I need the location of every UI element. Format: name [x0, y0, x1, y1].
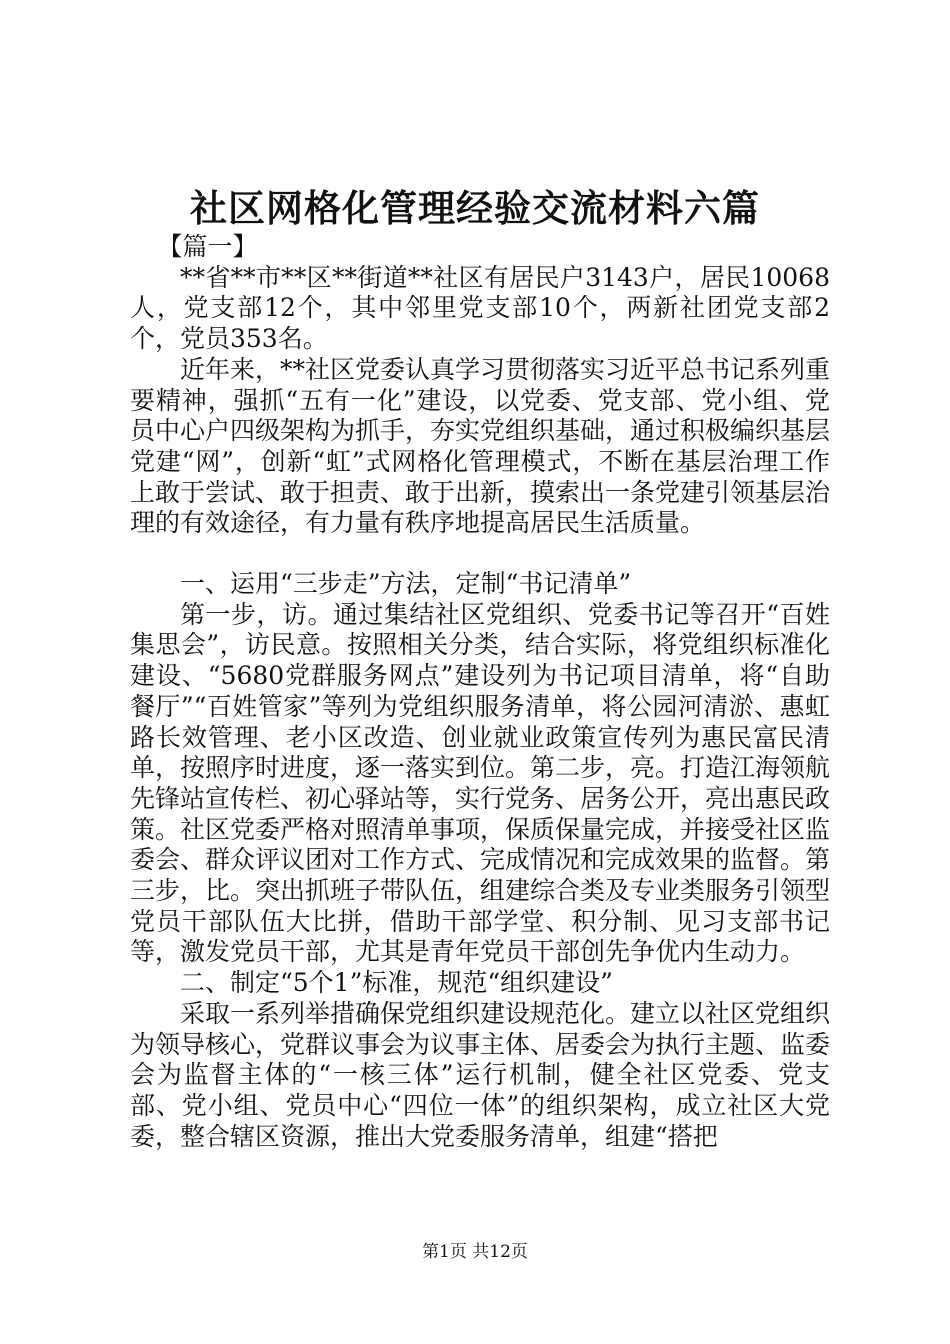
paragraph-intro: **省**市**区**街道**社区有居民户3143户，居民10068人，党支部12个，其中邻里党支部10个，两新社团党支部2个，党员353名。 — [130, 262, 830, 354]
section-label: 【篇一】 — [157, 232, 258, 261]
heading-section-two: 二、制定“5个1”标准，规范“组织建设” — [180, 968, 613, 998]
document-body — [130, 232, 830, 1152]
document-title: 社区网格化管理经验交流材料六篇 — [190, 186, 760, 230]
paragraph-three-steps: 第一步，访。通过集结社区党组织、党委书记等召开“百姓集思会”，访民意。按照相关分类，结合实际，将党组织标准化建设、“5680党群服务网点”建设列为书记项目清单，将“自助餐厅”“百姓管家”等列为党组织服务清单，将公园河清淤、惠虹路长效管理、老小区改造、创业就业政策宣传列为惠民富民清单，按照序时进度，逐一落实到位。第二步，亮。打造江海领航先锋站宣传栏、初心驿站等，实行党务、居务公开，亮出惠民政策。社区党委严格对照清单事项，保质保量完成，并接受社区监委会、群众评议团对工作方式、完成情况和完成效果的监督。第三步，比。突出抓班子带队伍，组建综合类及专业类服务引领型党员干部队伍大比拼，借助干部学堂、积分制、见习支部书记等，激发党员干部，尤其是青年党员干部创先争优内生动力。 — [130, 599, 831, 967]
paragraph-organization: 采取一系列举措确保党组织建设规范化。建立以社区党组织为领导核心，党群议事会为议事主体、居委会为执行主题、监委会为监督主体的“一核三体”运行机制，健全社区党委、党支部、党小组、党员中心“四位一体”的组织架构，成立社区大党委，整合辖区资源，推出大党委服务清单，组建“搭把 — [130, 998, 831, 1151]
paragraph-overview: 近年来，**社区党委认真学习贯彻落实习近平总书记系列重要精神，强抓“五有一化”建设，以党委、党支部、党小组、党员中心户四级架构为抓手，夯实党组织基础，通过积极编织基层党建“网”，创新“虹”式网格化管理模式，不断在基层治理工作上敢于尝试、敢于担责、敢于出新，摸索出一条党建引领基层治理的有效途径，有力量有秩序地提高居民生活质量。 — [130, 354, 831, 538]
page-footer: 第1页 共12页 — [422, 1242, 528, 1262]
paragraph-spacer — [130, 539, 830, 569]
heading-section-one: 一、运用“三步走”方法，定制“书记清单” — [180, 569, 632, 599]
